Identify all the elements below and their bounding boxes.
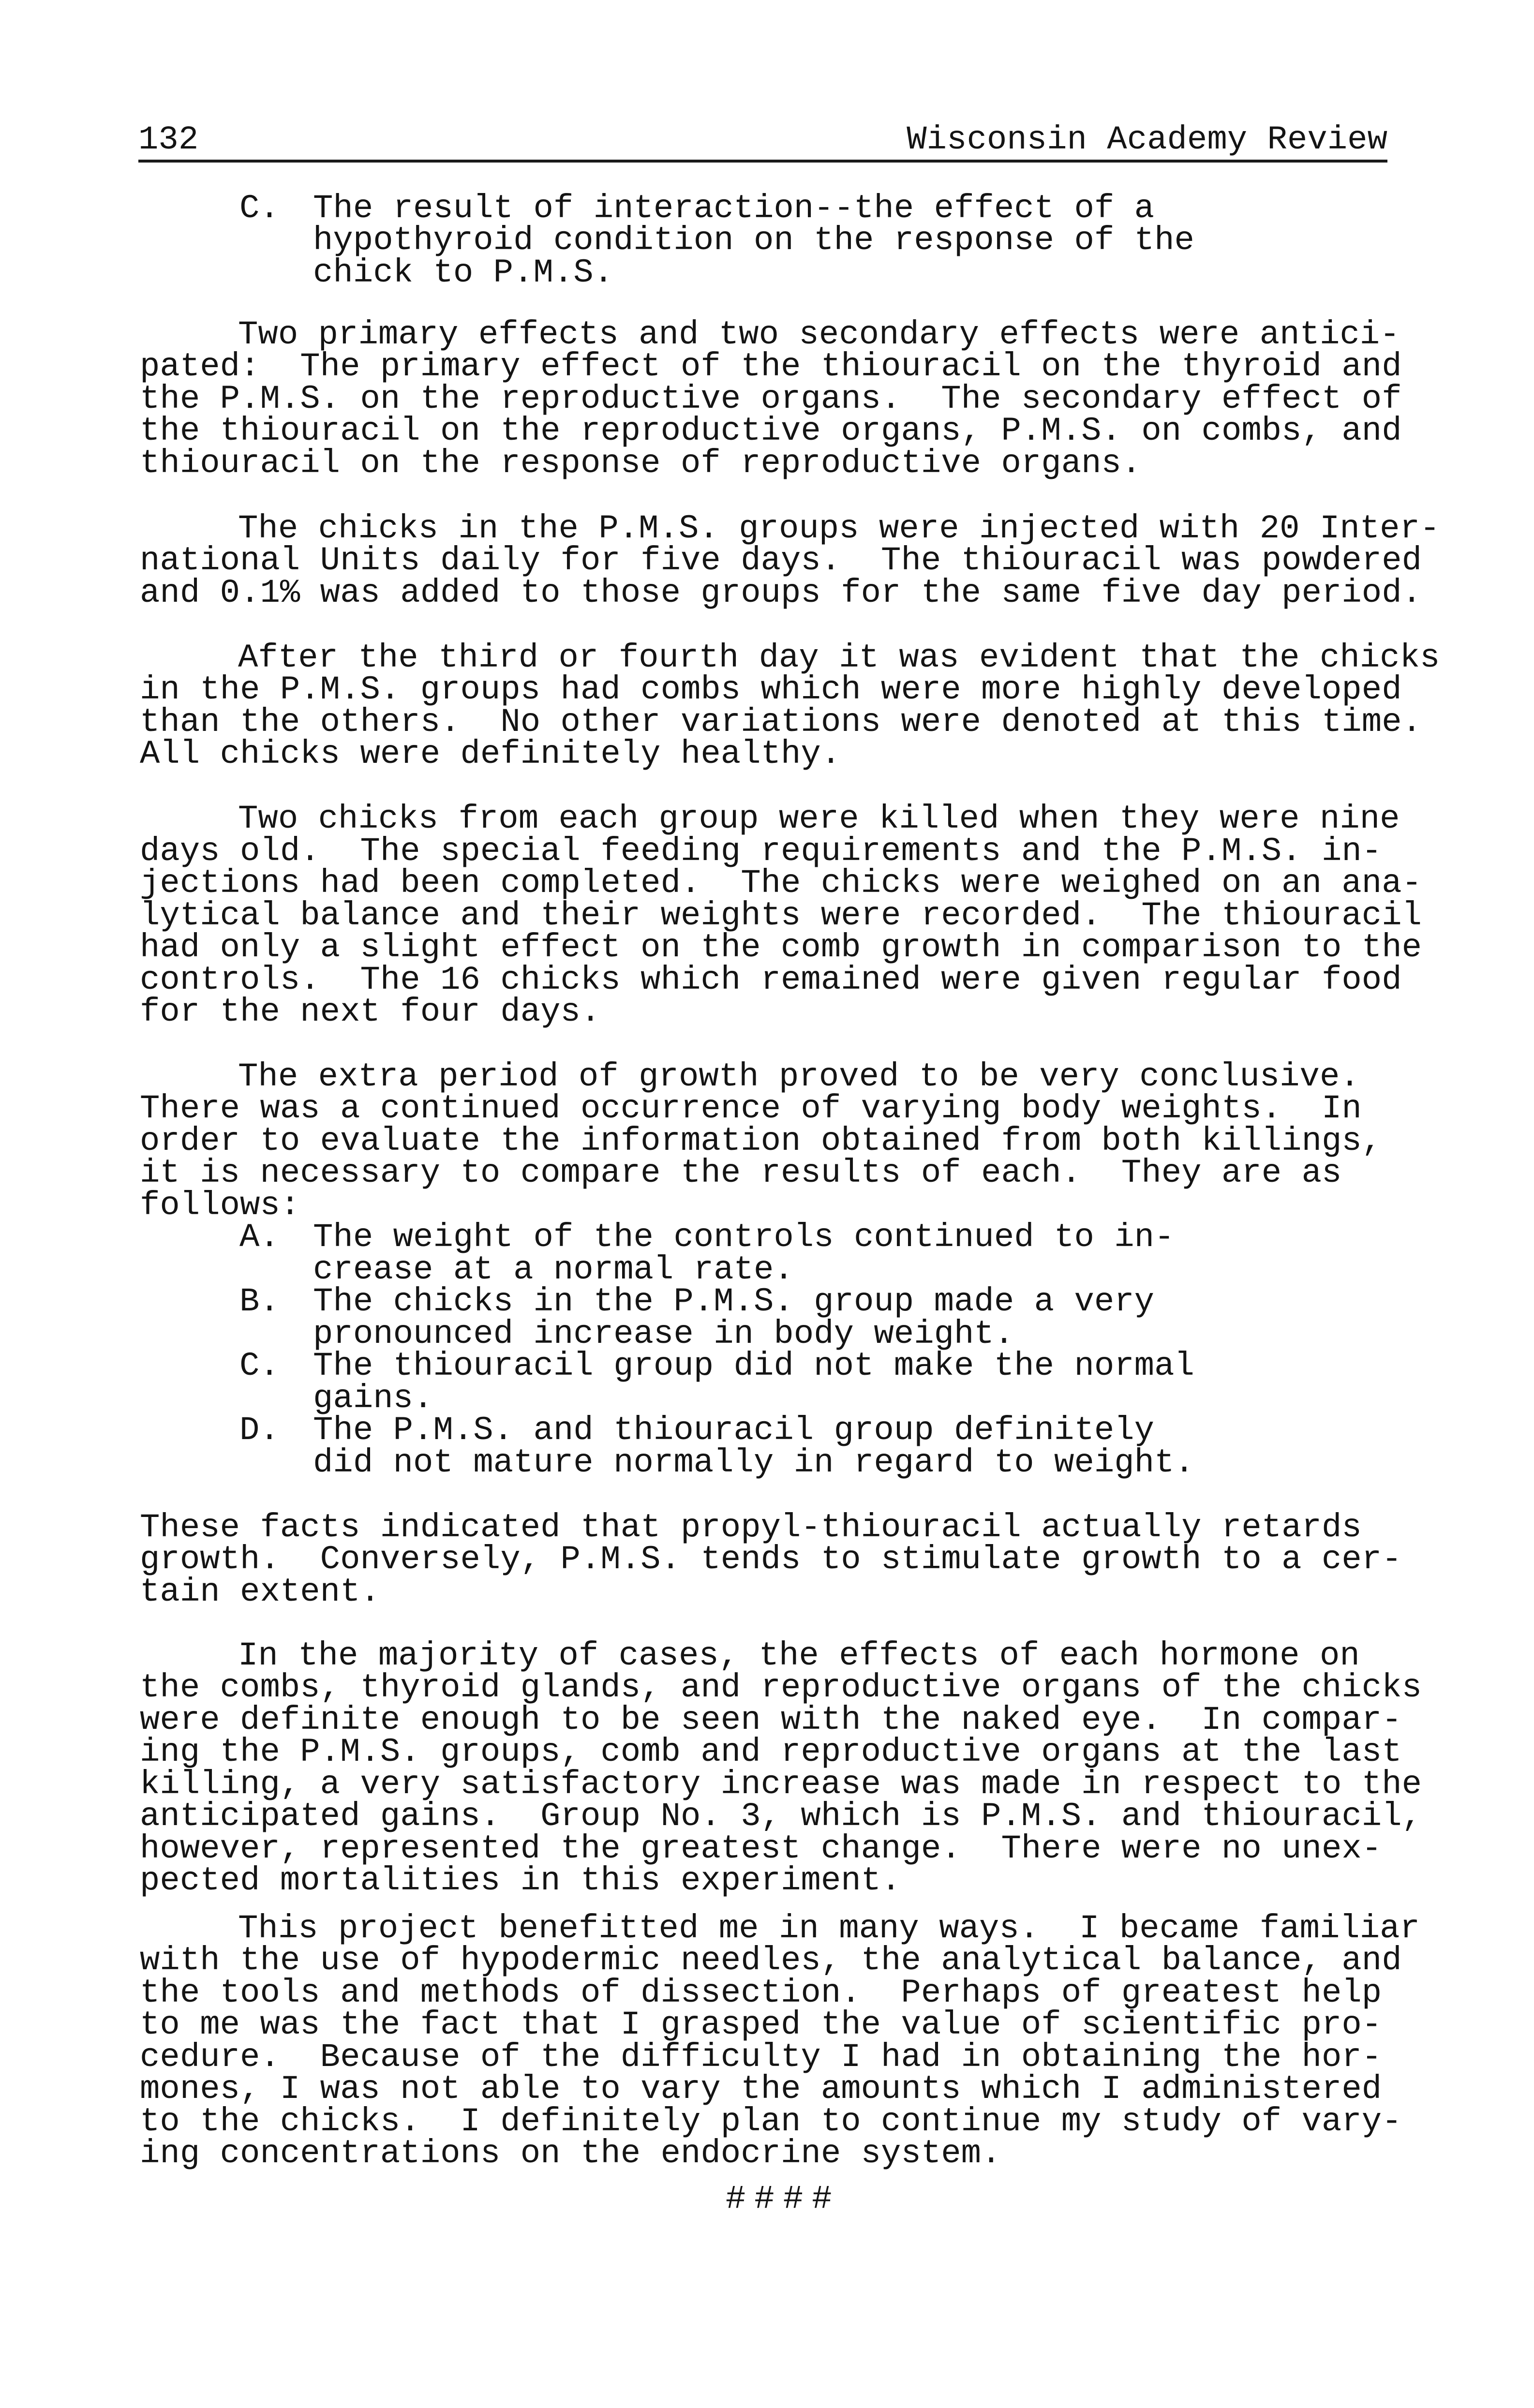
text-line: follows: [140,1187,300,1224]
text-line: crease at a normal rate. [313,1251,794,1289]
page-header [138,111,1387,163]
text-line: The chicks in the P.M.S. groups were injected with 20 Inter- [238,510,1440,548]
text-line: This project benefitted me in many ways. I became familiar [238,1910,1420,1947]
running-title: Wisconsin Academy Review [907,121,1387,159]
text-line: cedure. Because of the difficulty I had in obtaining the hor- [140,2038,1382,2076]
text-line: days old. The special feeding requirements and the P.M.S. in- [140,832,1382,870]
text-line: hypothyroid condition on the response of the [313,222,1194,259]
text-line: national Units daily for five days. The thiouracil was powdered [140,542,1422,580]
text-line: mones, I was not able to vary the amounts which I administered [140,2070,1382,2108]
text-line: order to evaluate the information obtained from both killings, [140,1122,1382,1160]
text-line: for the next four days. [140,993,601,1031]
text-line: and 0.1% was added to those groups for the same five day period. [140,574,1422,612]
list-marker: D. [239,1412,280,1449]
text-line: The weight of the controls continued to in- [313,1219,1175,1256]
list-marker: C. [239,190,280,227]
text-line: In the majority of cases, the effects of each hormone on [238,1637,1360,1675]
text-line: lytical balance and their weights were recorded. The thiouracil [140,897,1422,935]
text-line: ing the P.M.S. groups, comb and reproductive organs at the last [140,1733,1402,1771]
text-line: Two chicks from each group were killed when they were nine [238,800,1400,838]
text-line: pected mortalities in this experiment. [140,1862,901,1900]
text-line: did not mature normally in regard to weight. [313,1444,1194,1482]
text-line: thiouracil on the response of reproductive organs. [140,445,1142,482]
text-line: The thiouracil group did not make the normal [313,1347,1194,1385]
text-line: the combs, thyroid glands, and reproductive organs of the chicks [140,1669,1422,1707]
text-line: in the P.M.S. groups had combs which were more highly developed [140,671,1402,709]
text-line: controls. The 16 chicks which remained were given regular food [140,961,1402,999]
text-line: The P.M.S. and thiouracil group definitely [313,1412,1155,1449]
text-line: tain extent. [140,1573,380,1611]
text-line: There was a continued occurrence of varying body weights. In [140,1090,1362,1128]
text-line: chick to P.M.S. [313,254,614,292]
text-line: jections had been completed. The chicks were weighed on an ana- [140,864,1422,902]
end-mark: #### [726,2180,841,2218]
text-line: than the others. No other variations were denoted at this time. [140,703,1422,741]
text-line: growth. Conversely, P.M.S. tends to stimulate growth to a cer- [140,1541,1402,1578]
text-line: gains. [313,1380,433,1417]
list-marker: A. [239,1219,280,1256]
list-marker: C. [239,1347,280,1385]
text-line: had only a slight effect on the comb growth in comparison to the [140,929,1422,966]
text-line: it is necessary to compare the results of each. They are as [140,1154,1342,1192]
text-line: with the use of hypodermic needles, the analytical balance, and [140,1942,1402,1979]
text-line: the tools and methods of dissection. Perhaps of greatest help [140,1974,1382,2012]
text-line: were definite enough to be seen with the naked eye. In compar- [140,1701,1402,1739]
text-line: All chicks were definitely healthy. [140,735,841,773]
text-line: These facts indicated that propyl-thiouracil actually retards [140,1509,1362,1546]
text-line: The extra period of growth proved to be very conclusive. [238,1058,1360,1096]
text-line: After the third or fourth day it was evident that the chicks [238,639,1440,677]
text-line: killing, a very satisfactory increase was made in respect to the [140,1766,1422,1803]
text-line: The chicks in the P.M.S. group made a very [313,1283,1155,1321]
text-line: the thiouracil on the reproductive organs, P.M.S. on combs, and [140,412,1402,450]
list-marker: B. [239,1283,280,1321]
text-line: to me was the fact that I grasped the value of scientific pro- [140,2006,1382,2044]
text-line: to the chicks. I definitely plan to continue my study of vary- [140,2103,1402,2140]
text-line: Two primary effects and two secondary effects were antici- [238,316,1400,354]
text-line: pated: The primary effect of the thiouracil on the thyroid and [140,348,1402,386]
text-line: anticipated gains. Group No. 3, which is P.M.S. and thiouracil, [140,1798,1422,1835]
text-line: The result of interaction--the effect of a [313,190,1155,227]
text-line: the P.M.S. on the reproductive organs. The secondary effect of [140,380,1402,418]
text-line: however, represented the greatest change. There were no unex- [140,1830,1382,1868]
text-line: pronounced increase in body weight. [313,1315,1014,1353]
page-number: 132 [138,121,199,159]
text-line: ing concentrations on the endocrine system. [140,2135,1001,2172]
